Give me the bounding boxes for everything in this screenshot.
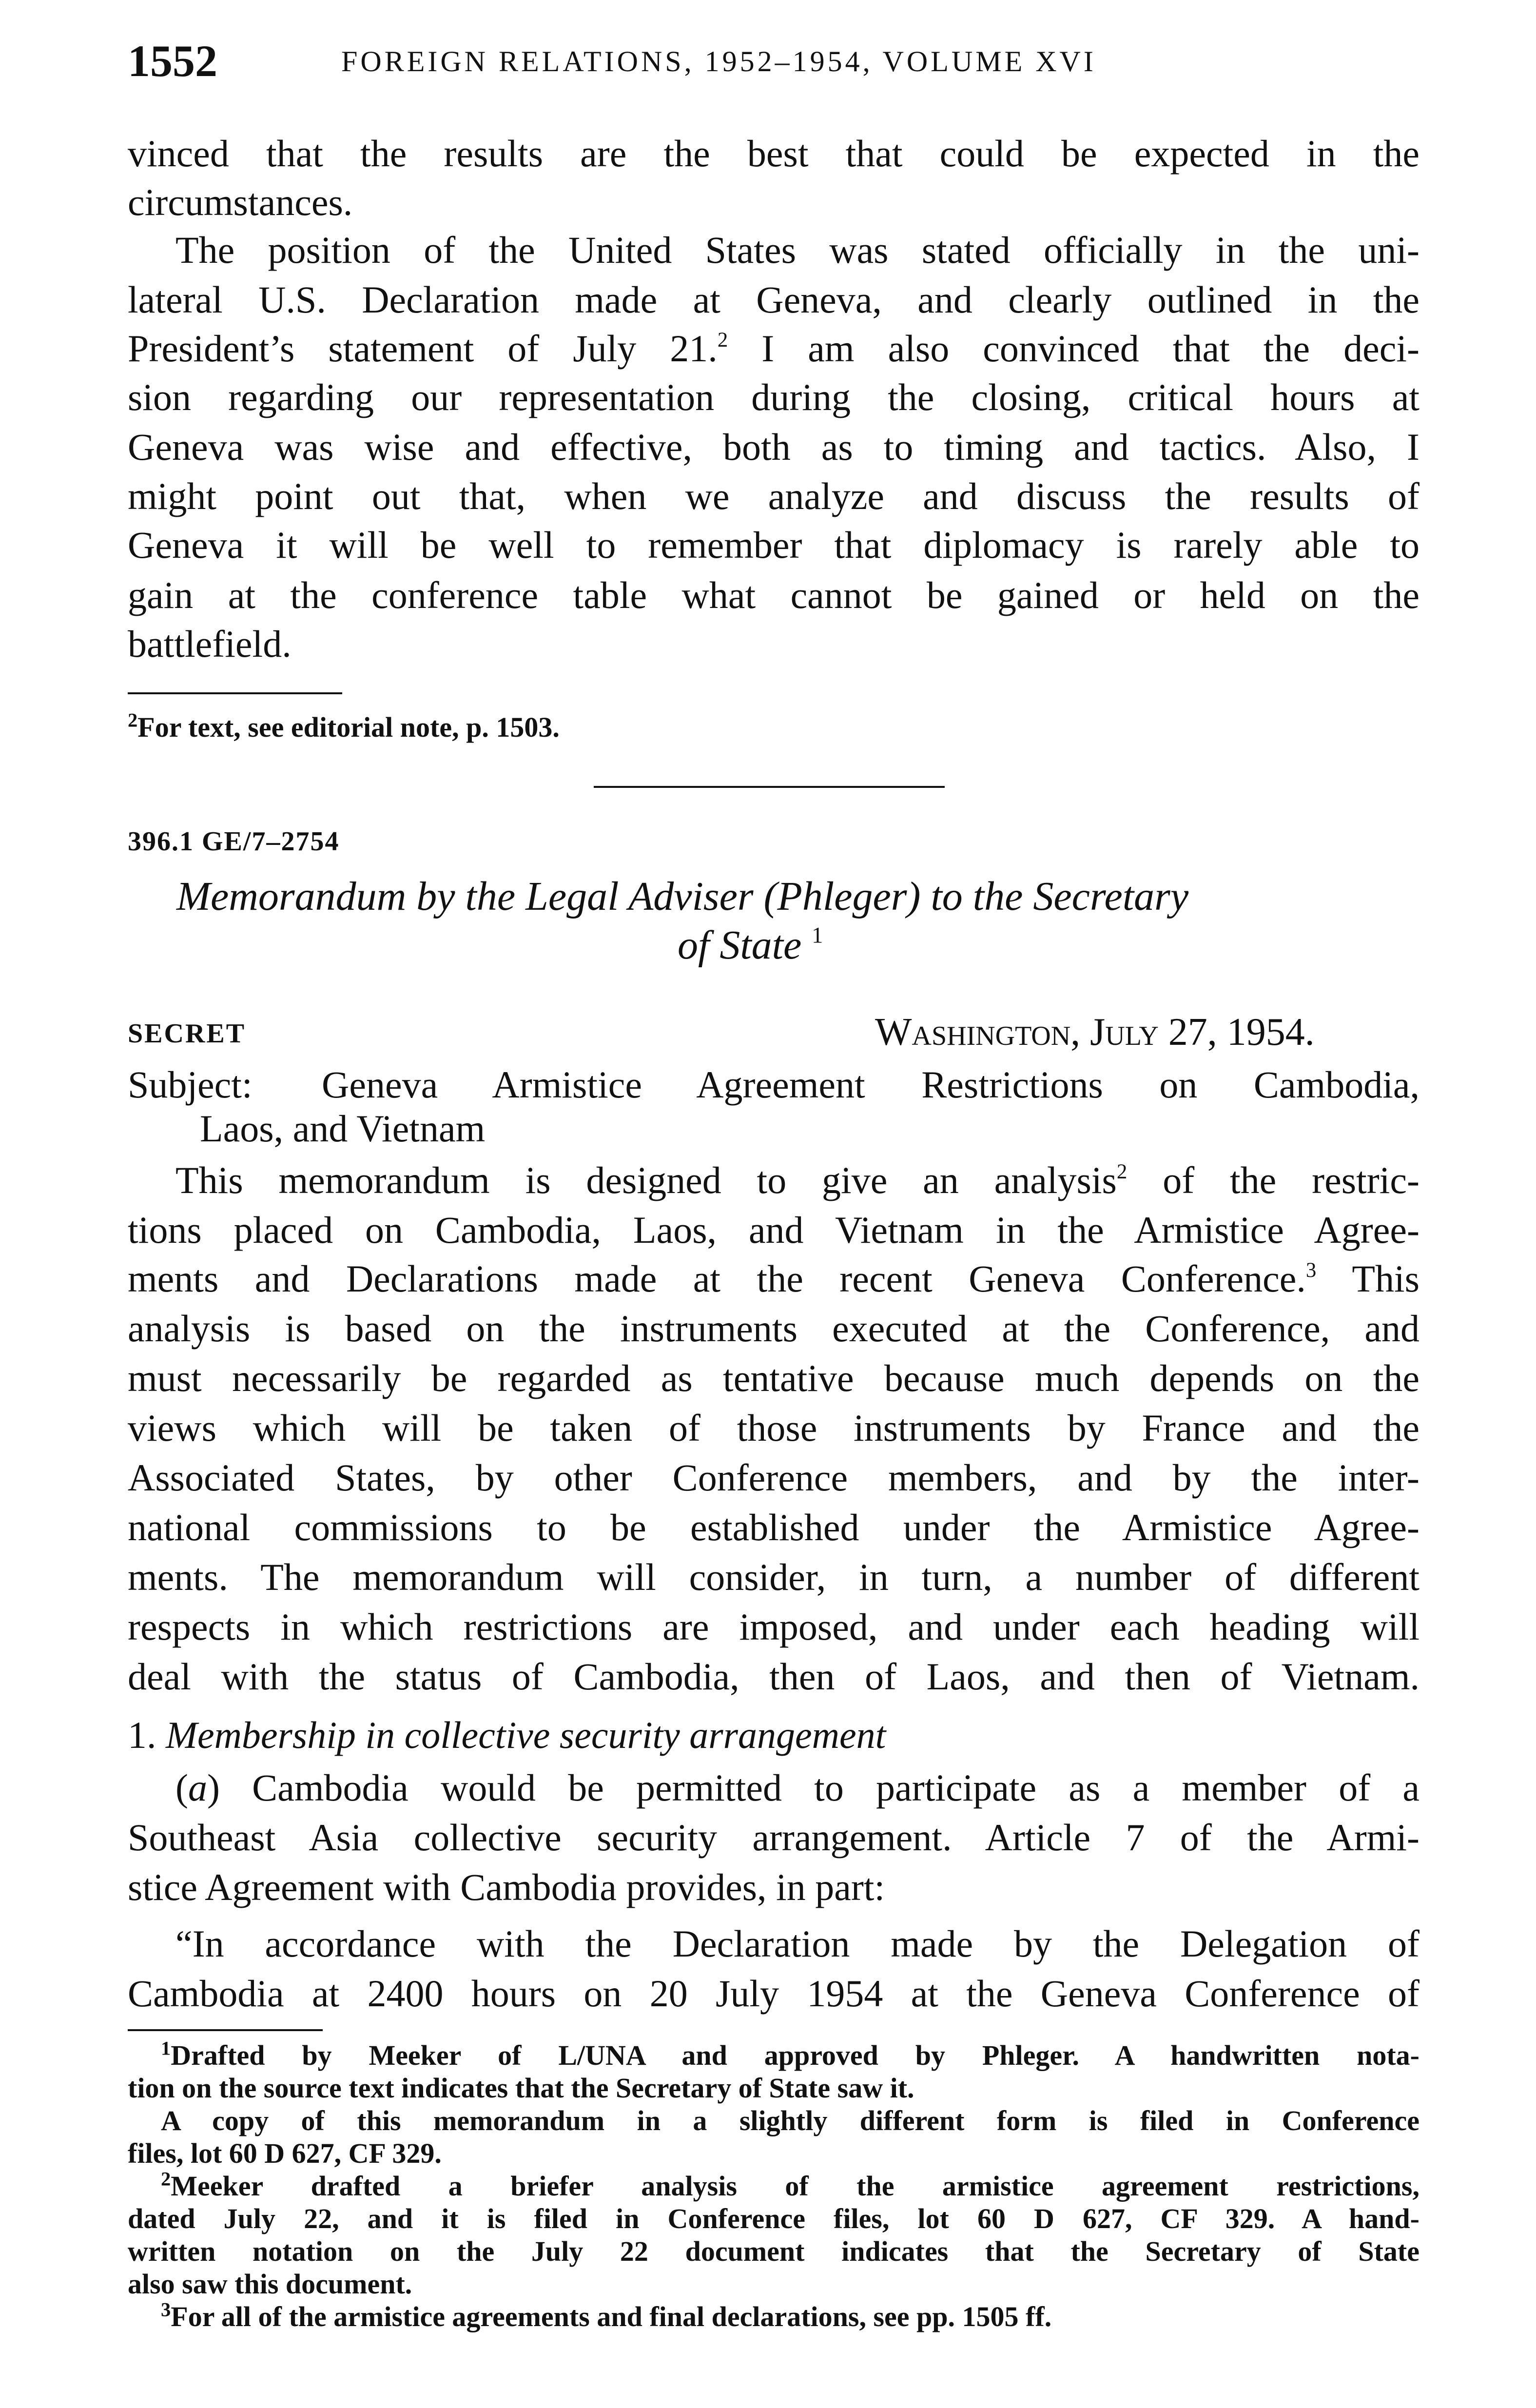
footnote-marker: 3 [161, 2298, 171, 2321]
footnote-marker: 2 [161, 2168, 171, 2190]
section-heading [128, 1709, 886, 1761]
place-date: Washington, July 27, 1954. [875, 1011, 1315, 1054]
text-span: a [188, 1766, 207, 1809]
footnote-line: files, lot 60 D 627, CF 329. [128, 2137, 442, 2169]
footnote-text: For text, see editorial note, p. 1503. [137, 711, 560, 743]
footnote-divider [128, 2029, 323, 2031]
document-title-continued [678, 921, 823, 969]
text-span: This memorandum is designed to give an analysis [175, 1159, 1117, 1201]
text-line: Associated States, by other Conference members, and by the inter- [128, 1456, 1419, 1499]
footnote-line: A copy of this memorandum in a slightly different form is filed in Conference [161, 2105, 1419, 2136]
footnote-ref: 3 [1305, 1258, 1317, 1282]
text-line: battlefield. [128, 623, 292, 665]
text-span: ments and Declarations made at the recent Geneva Conference. [128, 1257, 1306, 1300]
footnote-text: Meeker drafted a briefer analysis of the armistice agreement restrictions, [171, 2170, 1419, 2202]
text-line: respects in which restrictions are imposed, and under each heading will [128, 1605, 1419, 1648]
text-line: stice Agreement with Cambodia provides, in part: [128, 1866, 885, 1908]
subject-label: Subject: [128, 1063, 253, 1106]
text-line: analysis is based on the instruments executed at the Conference, and [128, 1307, 1419, 1350]
footnote [161, 2170, 1419, 2202]
text-line [128, 1253, 1419, 1304]
footnote-line: written notation on the July 22 document indicates that the Secretary of State [128, 2235, 1419, 2267]
footnote [161, 2039, 1419, 2072]
running-title: FOREIGN RELATIONS, 1952–1954, VOLUME XVI [341, 45, 1096, 78]
text-line: deal with the status of Cambodia, then of Laos, and then of Vietnam. [128, 1655, 1419, 1698]
text-span: of the restric- [1127, 1159, 1419, 1201]
quote-line: Cambodia at 2400 hours on 20 July 1954 at the Geneva Conference of [128, 1972, 1419, 2015]
text-span: ) Cambodia would be permitted to participate as a member of a [207, 1766, 1419, 1809]
document-title: Memorandum by the Legal Adviser (Phleger) to the Secretary [176, 874, 1189, 919]
footnote-line: dated July 22, and it is filed in Conference files, lot 60 D 627, CF 329. A hand- [128, 2203, 1419, 2234]
subject-line: Geneva Armistice Agreement Restrictions on Cambodia, [322, 1063, 1419, 1106]
page-number: 1552 [128, 36, 217, 86]
text-span: I am also convinced that the deci- [728, 327, 1419, 370]
text-line: vinced that the results are the best that could be expected in the [128, 132, 1419, 175]
text-line [128, 323, 1419, 374]
file-number: 396.1 GE/7–2754 [128, 826, 340, 857]
section-title: Membership in collective security arrangement [166, 1714, 886, 1756]
text-line: ments. The memorandum will consider, in turn, a number of different [128, 1556, 1419, 1598]
text-line: lateral U.S. Declaration made at Geneva, and clearly outlined in the [128, 278, 1419, 321]
footnote-marker: 1 [161, 2037, 171, 2059]
footnote-ref: 2 [1116, 1160, 1128, 1183]
text-line: Geneva it will be well to remember that diplomacy is rarely able to [128, 524, 1419, 566]
section-divider [594, 786, 945, 788]
footnote-line: tion on the source text indicates that the Secretary of State saw it. [128, 2072, 914, 2104]
text-span: of State [678, 922, 802, 968]
text-line: sion regarding our representation during the closing, critical hours at [128, 376, 1419, 418]
text-line: gain at the conference table what cannot be gained or held on the [128, 574, 1419, 616]
footnote-text: Drafted by Meeker of L/UNA and approved by Phleger. A handwritten nota- [171, 2039, 1419, 2071]
footnote-text: For all of the armistice agreements and final declarations, see pp. 1505 ff. [171, 2301, 1052, 2332]
text-span: President’s statement of July 21. [128, 327, 718, 370]
text-line: Southeast Asia collective security arrangement. Article 7 of the Armi- [128, 1816, 1419, 1859]
footnote-line: also saw this document. [128, 2268, 412, 2300]
text-line: The position of the United States was stated officially in the uni- [175, 229, 1419, 271]
quote-line: “In accordance with the Declaration made by the Delegation of [175, 1922, 1419, 1965]
text-line [175, 1762, 1419, 1813]
subject-line: Laos, and Vietnam [200, 1107, 486, 1150]
footnote-marker: 2 [128, 709, 138, 731]
text-line: might point out that, when we analyze and discuss the results of [128, 475, 1419, 517]
text-span: This [1316, 1257, 1420, 1300]
text-line: must necessarily be regarded as tentative because much depends on the [128, 1357, 1419, 1399]
footnote-divider [128, 692, 342, 694]
footnote-ref: 1 [812, 922, 823, 948]
footnote-ref: 2 [717, 328, 728, 352]
text-span: ( [175, 1766, 188, 1809]
text-line: circumstances. [128, 181, 353, 223]
section-number: 1. [128, 1714, 156, 1756]
footnote [161, 2300, 1051, 2333]
text-line: national commissions to be established under the Armistice Agree- [128, 1506, 1419, 1548]
footnote [128, 711, 560, 744]
text-line: tions placed on Cambodia, Laos, and Vietnam in the Armistice Agree- [128, 1209, 1419, 1251]
text-line: Geneva was wise and effective, both as to timing and tactics. Also, I [128, 426, 1419, 468]
text-line: views which will be taken of those instruments by France and the [128, 1407, 1419, 1449]
classification: SECRET [128, 1018, 246, 1049]
text-line [175, 1155, 1419, 1206]
